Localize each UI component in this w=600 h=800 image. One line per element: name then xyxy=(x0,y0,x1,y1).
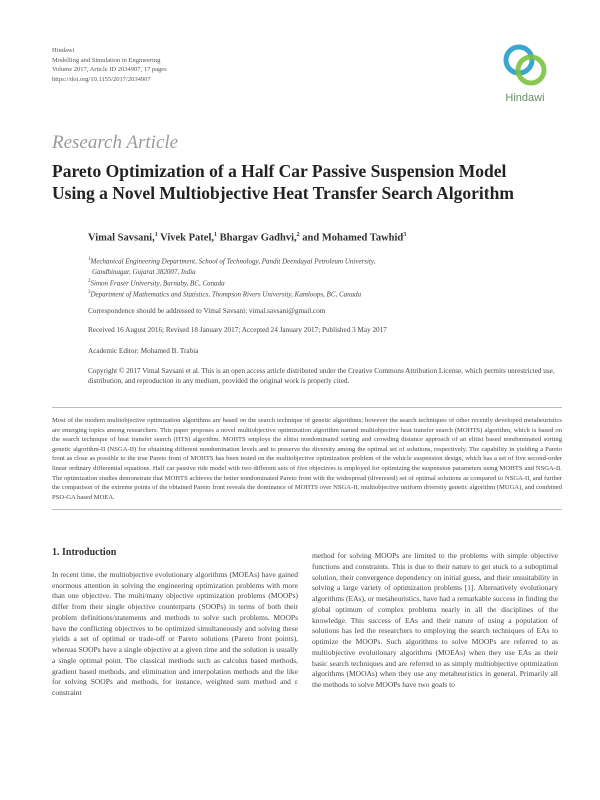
body-column-right xyxy=(312,551,558,691)
affiliation-sup: 3 xyxy=(88,290,91,296)
affiliation-line: $^1$Mechanical Engineering Department, School of Technology, Pandit Deendayal Petroleum University, xyxy=(88,257,376,266)
hindawi-logo-icon xyxy=(496,38,554,92)
academic-editor: Academic Editor: Mohamed B. Trabia xyxy=(88,347,199,355)
journal-header xyxy=(52,46,167,84)
body-column-left xyxy=(52,548,298,699)
affiliation-sup: 2 xyxy=(88,278,91,284)
publisher-name: Hindawi xyxy=(52,47,75,54)
copyright-notice: Copyright © 2017 Vimal Savsani et al. This is an open access article distributed under the Creative Commons Attribution License, which permits unrestricted use, distribution, and reproduction in any medium, provided the original work is properly cited. xyxy=(88,367,555,386)
doi-link[interactable]: https://doi.org/10.1155/2017/2034907 xyxy=(52,75,151,83)
journal-name: Modelling and Simulation in Engineering xyxy=(52,56,161,64)
article-title xyxy=(52,160,562,204)
affiliation-line: $^3$Department of Mathematics and Statistics, Thompson Rivers University, Kamloops, BC, Canada xyxy=(88,290,362,299)
affiliations xyxy=(88,255,558,300)
body-paragraph: In recent time, the multiobjective evolutionary algorithms (MOEAs) have gained enormous attention in solving the engineering optimization problems with more than one objective. The multi/many objective optimization problems (MOOPs) differ from their single objective counterparts (SOOPs) in terms of both their problem definitions/statements and methods to solve such problems. MOOPs have the conflicting objectives to be optimized simultaneously and solving these yields a set of optimal or trade-off or Pareto solutions (Pareto front points), whereas SOOPs have a single objective at a given time and the solution is usually a single optimal point. The classical methods such as calculus based methods, gradient based methods, and elimination and interpolation methods and the like for solving SOOPs and methods, for instance, weighted sum method and ε constraint xyxy=(52,569,298,697)
hindawi-logo xyxy=(496,38,554,108)
author-name: Vimal Savsani, xyxy=(88,232,155,244)
hindawi-logo-text: Hindawi xyxy=(505,92,545,104)
section-heading: 1. Introduction xyxy=(52,547,117,558)
correspondence: Correspondence should be addressed to Vimal Savsani; vimal.savsani@gmail.com xyxy=(88,307,326,315)
author-affil-sup: 2 xyxy=(296,232,300,238)
volume-info: Volume 2017, Article ID 2034907, 17 pages xyxy=(52,66,167,74)
author-affil-sup: 3 xyxy=(403,232,407,238)
body-paragraph: method for solving MOOPs are limited to the problems with simple objective functions and constraints. This is due to their nature to get stuck to a suboptimal solution, their convergence dependency on initial guess, and their unsuitability in solving a large variety of optimization problems [1]. Alternatively evolutionary algorithms (EAs), or metaheuristics, have had a remarkable success in finding the global optimum of complex problems nearly in all the disciplines of the knowledge. This success of EAs and their nature of using a population of solutions has led the researchers to employing the search techniques of EAs to optimize the MOOPs. Such algorithms to solve MOOPs are referred to as multiobjective evolutionary algorithms (MOEAs) when they use EAs as their basic search techniques and are referred to as simply multiobjective optimization algorithms (MOOAs) when they use any metaheuristics in general. Primarily all the methods to solve MOOPs have two goals to xyxy=(312,551,558,689)
author-list xyxy=(88,232,406,244)
abstract: Most of the modern multiobjective optimization algorithms are based on the search technique of genetic algorithms; however the search techniques of other recently developed metaheuristics are emerging topics among researchers. This paper proposes a novel multiobjective optimization algorithm named multiobjective heat transfer search (MOHTS) algorithm, which is based on the search technique of heat transfer search (HTS) algorithm. MOHTS employs the elitist nondominated sorting and crowding distance approach of an elitist based nondominated sorting genetic algorithm-II (NSGA-II) for obtaining different nondomination levels and to preserve the diversity among the optimal set of solutions, respectively. The capability in yielding a Pareto front as close as possible to the true Pareto front of MOHTS has been tested on the multiobjective optimization problem of the vehicle suspension design, which has a set of five second-order linear ordinary differential equations. Half car passive ride model with two different sets of five objectives is employed for optimizing the suspension parameters using MOHTS and NSGA-II. The optimization studies demonstrate that MOHTS achieves the better nondominated Pareto front with the widespread (diveresed) set of optimal solutions as compared to NSGA-II, and further the comparison of the extreme points of the obtained Pareto front reveals the dominance of MOHTS over NSGA-II, multiobjective uniform diversity genetic algorithm (MUGA), and combined PSO-GA based MOEA. xyxy=(52,407,562,510)
author-name: Vivek Patel, xyxy=(160,232,215,244)
title-line-2: Using a Novel Multiobjective Heat Transfer Search Algorithm xyxy=(52,183,514,203)
article-type: Research Article xyxy=(52,132,179,153)
author-affil-sup: 1 xyxy=(214,232,218,238)
title-line-1: Pareto Optimization of a Half Car Passive Suspension Model xyxy=(52,161,507,181)
author-affil-sup: 1 xyxy=(154,232,158,238)
affiliation-line: Gandhinagar, Gujarat 382007, India xyxy=(92,267,196,276)
author-name: and Mohamed Tawhid xyxy=(302,232,404,244)
affiliation-line: $^2$Simon Fraser University, Burnaby, BC, Canada xyxy=(88,278,225,288)
affiliation-sup: 1 xyxy=(88,257,91,262)
author-name: Bhargav Gadhvi, xyxy=(219,232,297,244)
publication-dates: Received 16 August 2016; Revised 18 January 2017; Accepted 24 January 2017; Published 3 May 2017 xyxy=(88,326,387,334)
